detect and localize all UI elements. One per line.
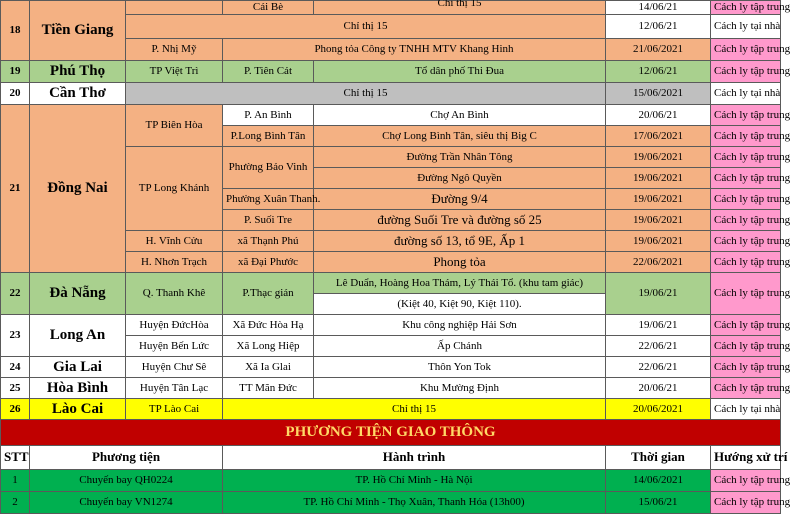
stt-cell: 26 <box>1 399 30 420</box>
stt-cell: 2 <box>1 492 30 514</box>
date-cell: 20/06/2021 <box>606 399 711 420</box>
date-cell: 17/06/2021 <box>606 126 711 147</box>
date-cell: 19/06/2021 <box>606 189 711 210</box>
table-row <box>1 470 781 492</box>
place-cell: Đường Trần Nhân Tông <box>314 147 606 168</box>
vehicle-cell: Chuyến bay QH0224 <box>30 470 223 492</box>
place-cell: Đường Ngô Quyền <box>314 168 606 189</box>
place-cell: Lê Duẩn, Hoàng Hoa Thám, Lý Thái Tổ. (khu tam giác) <box>314 273 606 294</box>
action-cell: Cách ly tập trung <box>711 273 781 315</box>
time-cell: 15/06/21 <box>606 492 711 514</box>
ward-cell: P.Long Bình Tân <box>223 126 314 147</box>
stt-cell: 20 <box>1 83 30 105</box>
table-row <box>1 83 781 105</box>
action-cell: Cách ly tập trung <box>711 336 781 357</box>
date-cell: 22/06/2021 <box>606 252 711 273</box>
place-cell: Chợ Long Bình Tân, siêu thị Big C <box>314 126 606 147</box>
stt-cell: 23 <box>1 315 30 357</box>
date-cell: 19/06/2021 <box>606 231 711 252</box>
action-cell: Cách ly tập trung <box>711 470 781 492</box>
place-cell: Khu công nghiệp Hải Sơn <box>314 315 606 336</box>
action-cell: Cách ly tập trung <box>711 210 781 231</box>
header-stt: STT <box>1 446 30 470</box>
place-cell: Ấp Chánh <box>314 336 606 357</box>
place-cell: Chỉ thị 15 <box>126 83 606 105</box>
date-cell: 12/06/21 <box>606 15 711 39</box>
date-cell: 20/06/21 <box>606 105 711 126</box>
place-cell: đường Suối Tre và đường số 25 <box>314 210 606 231</box>
district-cell: H. Nhơn Trạch <box>126 252 223 273</box>
table-row <box>1 273 781 294</box>
table-row <box>1 61 781 83</box>
place-cell: (Kiệt 40, Kiệt 90, Kiệt 110). <box>314 294 606 315</box>
action-cell: Cách ly tập trung <box>711 189 781 210</box>
place-cell: đường số 13, tổ 9E, Ấp 1 <box>314 231 606 252</box>
date-cell: 19/06/2021 <box>606 147 711 168</box>
action-cell: Cách ly tập trung <box>711 168 781 189</box>
action-cell: Cách ly tập trung <box>711 105 781 126</box>
stt-cell: 21 <box>1 105 30 273</box>
place-cell: Chỉ thị 15 <box>126 15 606 39</box>
stt-cell: 22 <box>1 273 30 315</box>
table-row <box>1 446 781 470</box>
header-time: Thời gian <box>606 446 711 470</box>
route-cell: TP. Hồ Chí Minh - Thọ Xuân, Thanh Hóa (13h00) <box>223 492 606 514</box>
place-cell: Phong tỏa Công ty TNHH MTV Khang Hinh <box>223 39 606 61</box>
action-cell: Cách ly tập trung <box>711 357 781 378</box>
vehicle-cell: Chuyến bay VN1274 <box>30 492 223 514</box>
ward-cell: P. An Bình <box>223 105 314 126</box>
place-cell: Khu Mường Định <box>314 378 606 399</box>
action-cell: Cách ly tập trung <box>711 126 781 147</box>
province-cell: Đồng Nai <box>30 105 126 273</box>
date-cell: 15/06/2021 <box>606 83 711 105</box>
province-cell: Lào Cai <box>30 399 126 420</box>
header-vehicle: Phương tiện <box>30 446 223 470</box>
action-cell: Cách ly tập trung <box>711 1 781 15</box>
table-row <box>1 357 781 378</box>
table-row <box>1 378 781 399</box>
action-cell: Cách ly tại nhà <box>711 399 781 420</box>
action-cell: Cách ly tập trung <box>711 231 781 252</box>
province-cell: Phú Thọ <box>30 61 126 83</box>
district-cell: TP Long Khánh <box>126 147 223 231</box>
action-cell: Cách ly tập trung <box>711 315 781 336</box>
date-cell: 19/06/2021 <box>606 168 711 189</box>
date-cell: 19/06/2021 <box>606 210 711 231</box>
ward-cell: xã Đại Phước <box>223 252 314 273</box>
date-cell: 19/06/21 <box>606 315 711 336</box>
province-cell: Tiền Giang <box>30 1 126 61</box>
action-cell: Cách ly tập trung <box>711 147 781 168</box>
province-cell: Cần Thơ <box>30 83 126 105</box>
ward-cell: P.Thạc gián <box>223 273 314 315</box>
table-row <box>1 105 781 126</box>
district-cell: TP Biên Hòa <box>126 105 223 147</box>
header-route: Hành trình <box>223 446 606 470</box>
action-cell: Cách ly tập trung <box>711 61 781 83</box>
table-row <box>1 315 781 336</box>
place-cell: Chợ An Bình <box>314 105 606 126</box>
stt-cell: 1 <box>1 470 30 492</box>
district-cell: P. Nhị Mỹ <box>126 39 223 61</box>
province-cell: Gia Lai <box>30 357 126 378</box>
stt-cell: 19 <box>1 61 30 83</box>
district-cell: Huyện Bến Lức <box>126 336 223 357</box>
date-cell: 20/06/21 <box>606 378 711 399</box>
ward-cell: P. Tiên Cát <box>223 61 314 83</box>
date-cell: 14/06/21 <box>606 1 711 15</box>
action-cell: Cách ly tập trung <box>711 378 781 399</box>
action-cell: Cách ly tập trung <box>711 492 781 514</box>
date-cell: 12/06/21 <box>606 61 711 83</box>
province-cell: Hòa Bình <box>30 378 126 399</box>
section-title: PHƯƠNG TIỆN GIAO THÔNG <box>1 420 781 446</box>
place-cell: Chỉ thị 15 <box>223 399 606 420</box>
route-cell: TP. Hồ Chí Minh - Hà Nội <box>223 470 606 492</box>
ward-cell: xã Thạnh Phú <box>223 231 314 252</box>
district-cell: Huyện Tân Lạc <box>126 378 223 399</box>
ward-cell: Xã Long Hiệp <box>223 336 314 357</box>
ward-cell: Xã Ia Glai <box>223 357 314 378</box>
ward-cell: Cái Bè <box>223 1 314 15</box>
district-cell: Huyện ĐứcHòa <box>126 315 223 336</box>
district-cell: TP Việt Trì <box>126 61 223 83</box>
place-cell: Đường 9/4 <box>314 189 606 210</box>
table-row <box>1 1 781 15</box>
action-cell: Cách ly tập trung <box>711 252 781 273</box>
table-row <box>1 420 781 446</box>
place-cell: Chỉ thị 15 <box>314 1 606 15</box>
action-cell: Cách ly tại nhà <box>711 15 781 39</box>
date-cell: 19/06/21 <box>606 273 711 315</box>
table-row <box>1 399 781 420</box>
header-action: Hướng xử trí <box>711 446 781 470</box>
province-cell: Đà Nẵng <box>30 273 126 315</box>
ward-cell: P. Suối Tre <box>223 210 314 231</box>
ward-cell: Xã Đức Hòa Hạ <box>223 315 314 336</box>
date-cell: 22/06/21 <box>606 357 711 378</box>
place-cell: Thôn Yon Tok <box>314 357 606 378</box>
time-cell: 14/06/2021 <box>606 470 711 492</box>
date-cell: 21/06/2021 <box>606 39 711 61</box>
district-cell: Q. Thanh Khê <box>126 273 223 315</box>
place-cell: Tổ dân phố Thi Đua <box>314 61 606 83</box>
district-cell: TP Lào Cai <box>126 399 223 420</box>
ward-cell: TT Mãn Đức <box>223 378 314 399</box>
ward-cell: Phường Xuân Thanh. <box>223 189 314 210</box>
action-cell: Cách ly tập trung <box>711 39 781 61</box>
table-row <box>1 492 781 514</box>
stt-cell: 24 <box>1 357 30 378</box>
action-cell: Cách ly tại nhà <box>711 83 781 105</box>
stt-cell: 25 <box>1 378 30 399</box>
province-cell: Long An <box>30 315 126 357</box>
district-cell: H. Vĩnh Cửu <box>126 231 223 252</box>
stt-cell: 18 <box>1 1 30 61</box>
date-cell: 22/06/21 <box>606 336 711 357</box>
ward-cell: Phường Bảo Vinh <box>223 147 314 189</box>
district-cell: Huyện Chư Sê <box>126 357 223 378</box>
place-cell: Phong tỏa <box>314 252 606 273</box>
